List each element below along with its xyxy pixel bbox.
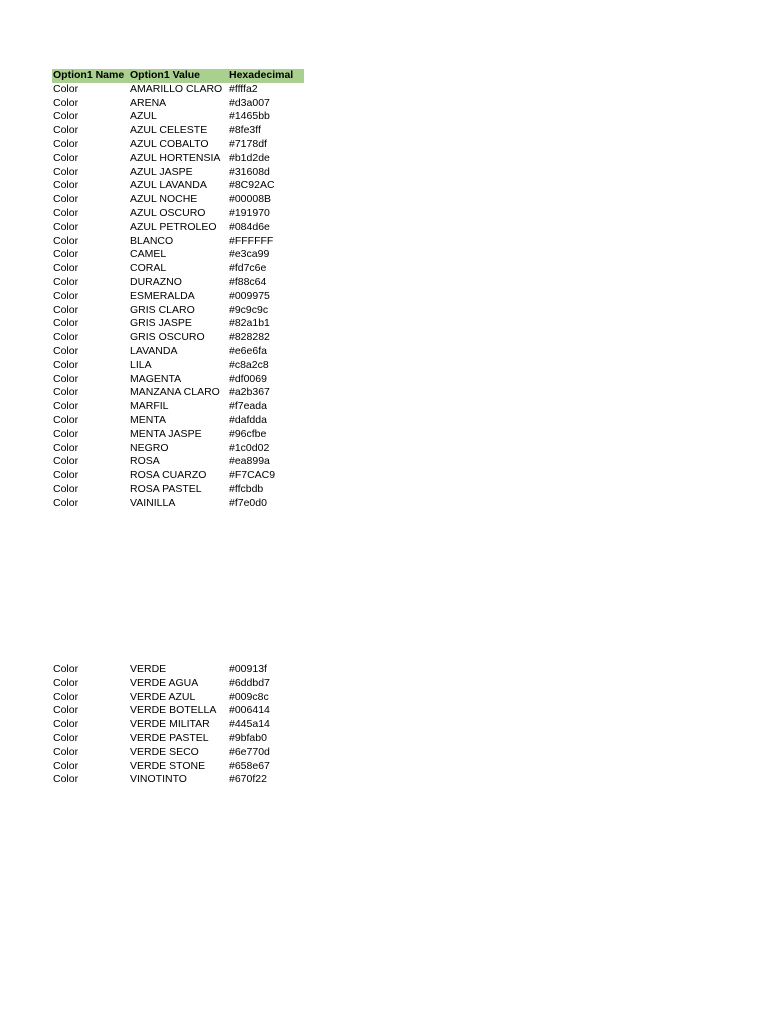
cell-option1-value: GRIS OSCURO (130, 331, 205, 344)
table-row (52, 235, 304, 249)
table-row (52, 345, 304, 359)
table-row (52, 691, 304, 705)
table-body-bottom (52, 663, 304, 787)
cell-option1-name: Color (53, 193, 79, 206)
cell-hexadecimal: #ffcbdb (229, 482, 264, 495)
cell-option1-value: VERDE AGUA (130, 676, 199, 689)
cell-option1-name: Color (53, 331, 79, 344)
cell-option1-value: AZUL NOCHE (130, 193, 198, 206)
cell-option1-value: LAVANDA (130, 344, 178, 357)
cell-option1-value: VINOTINTO (130, 773, 187, 786)
cell-hexadecimal: #31608d (229, 165, 270, 178)
cell-hexadecimal: #dafdda (229, 413, 267, 426)
table-row (52, 317, 304, 331)
table-body-top (52, 83, 304, 511)
cell-option1-value: AZUL (130, 110, 157, 123)
cell-option1-name: Color (53, 220, 79, 233)
table-row (52, 152, 304, 166)
cell-option1-name: Color (53, 455, 79, 468)
cell-option1-name: Color (53, 248, 79, 261)
cell-option1-name: Color (53, 731, 79, 744)
cell-hexadecimal: #e6e6fa (229, 344, 267, 357)
table-row (52, 442, 304, 456)
cell-option1-name: Color (53, 372, 79, 385)
cell-hexadecimal: #d3a007 (229, 96, 270, 109)
cell-option1-name: Color (53, 303, 79, 316)
cell-hexadecimal: #009c8c (229, 690, 269, 703)
cell-hexadecimal: #9bfab0 (229, 731, 267, 744)
cell-hexadecimal: #a2b367 (229, 386, 270, 399)
cell-option1-value: MENTA JASPE (130, 427, 202, 440)
cell-hexadecimal: #f7e0d0 (229, 496, 267, 509)
cell-option1-name: Color (53, 400, 79, 413)
cell-option1-name: Color (53, 179, 79, 192)
cell-option1-name: Color (53, 110, 79, 123)
color-table-top (52, 69, 304, 511)
table-row (52, 469, 304, 483)
cell-option1-name: Color (53, 469, 79, 482)
cell-option1-value: MARFIL (130, 400, 169, 413)
color-table-bottom (52, 663, 304, 787)
cell-option1-name: Color (53, 386, 79, 399)
table-row (52, 207, 304, 221)
cell-hexadecimal: #828282 (229, 331, 270, 344)
cell-option1-value: ROSA CUARZO (130, 469, 207, 482)
cell-option1-name: Color (53, 206, 79, 219)
table-row (52, 179, 304, 193)
cell-hexadecimal: #96cfbe (229, 427, 267, 440)
cell-option1-name: Color (53, 317, 79, 330)
table-row (52, 97, 304, 111)
cell-hexadecimal: #fd7c6e (229, 262, 267, 275)
table-header-row (52, 69, 304, 83)
table-row (52, 276, 304, 290)
cell-hexadecimal: #b1d2de (229, 151, 270, 164)
cell-option1-value: VERDE MILITAR (130, 718, 210, 731)
cell-option1-value: CORAL (130, 262, 167, 275)
table-row (52, 746, 304, 760)
cell-option1-value: VAINILLA (130, 496, 176, 509)
table-row (52, 304, 304, 318)
table-row (52, 124, 304, 138)
cell-option1-name: Color (53, 773, 79, 786)
cell-option1-value: VERDE PASTEL (130, 731, 209, 744)
cell-option1-name: Color (53, 275, 79, 288)
cell-hexadecimal: #6ddbd7 (229, 676, 270, 689)
cell-option1-name: Color (53, 676, 79, 689)
table-row (52, 718, 304, 732)
cell-option1-value: LILA (130, 358, 152, 371)
cell-hexadecimal: #191970 (229, 206, 270, 219)
table-row (52, 138, 304, 152)
table-row (52, 677, 304, 691)
cell-option1-name: Color (53, 96, 79, 109)
cell-option1-name: Color (53, 124, 79, 137)
table-row (52, 110, 304, 124)
table-row (52, 193, 304, 207)
cell-option1-name: Color (53, 718, 79, 731)
cell-option1-name: Color (53, 82, 79, 95)
cell-option1-value: VERDE STONE (130, 759, 206, 772)
table-row (52, 497, 304, 511)
cell-hexadecimal: #FFFFFF (229, 234, 274, 247)
cell-hexadecimal: #009975 (229, 289, 270, 302)
cell-option1-value: AZUL LAVANDA (130, 179, 207, 192)
cell-hexadecimal: #8fe3ff (229, 124, 261, 137)
cell-hexadecimal: #006414 (229, 704, 270, 717)
table-row (52, 455, 304, 469)
cell-option1-name: Color (53, 663, 79, 675)
table-row (52, 773, 304, 787)
table-row (52, 400, 304, 414)
table-row (52, 359, 304, 373)
table-row (52, 428, 304, 442)
cell-option1-name: Color (53, 165, 79, 178)
cell-option1-value: ESMERALDA (130, 289, 195, 302)
cell-hexadecimal: #445a14 (229, 718, 270, 731)
cell-hexadecimal: #670f22 (229, 773, 267, 786)
cell-hexadecimal: #658e67 (229, 759, 270, 772)
header-hexadecimal: Hexadecimal (229, 69, 294, 81)
cell-hexadecimal: #7178df (229, 137, 267, 150)
cell-option1-value: BLANCO (130, 234, 174, 247)
cell-option1-value: MANZANA CLARO (130, 386, 220, 399)
cell-hexadecimal: #1465bb (229, 110, 270, 123)
cell-option1-value: AZUL HORTENSIA (130, 151, 221, 164)
cell-option1-value: MENTA (130, 413, 166, 426)
table-row (52, 386, 304, 400)
header-option1-value: Option1 Value (130, 69, 201, 81)
cell-option1-value: VERDE AZUL (130, 690, 196, 703)
cell-hexadecimal: #f88c64 (229, 275, 267, 288)
cell-hexadecimal: #9c9c9c (229, 303, 269, 316)
cell-option1-name: Color (53, 344, 79, 357)
table-row (52, 262, 304, 276)
cell-option1-value: AZUL CELESTE (130, 124, 208, 137)
cell-option1-value: CAMEL (130, 248, 167, 261)
cell-option1-value: MAGENTA (130, 372, 182, 385)
table-row (52, 373, 304, 387)
cell-option1-value: GRIS CLARO (130, 303, 195, 316)
cell-option1-name: Color (53, 137, 79, 150)
cell-option1-name: Color (53, 427, 79, 440)
table-row (52, 414, 304, 428)
table-row (52, 760, 304, 774)
cell-option1-value: VERDE (130, 663, 167, 675)
cell-hexadecimal: #00913f (229, 663, 267, 675)
cell-option1-name: Color (53, 745, 79, 758)
cell-option1-value: AZUL PETROLEO (130, 220, 217, 233)
cell-option1-name: Color (53, 759, 79, 772)
cell-hexadecimal: #e3ca99 (229, 248, 270, 261)
cell-hexadecimal: #1c0d02 (229, 441, 270, 454)
table-row (52, 221, 304, 235)
cell-option1-name: Color (53, 151, 79, 164)
cell-hexadecimal: #f7eada (229, 400, 267, 413)
cell-option1-value: VERDE BOTELLA (130, 704, 217, 717)
cell-option1-value: AZUL OSCURO (130, 206, 206, 219)
cell-option1-value: AMARILLO CLARO (130, 82, 223, 95)
cell-option1-name: Color (53, 441, 79, 454)
cell-option1-value: ROSA PASTEL (130, 482, 202, 495)
table-row (52, 704, 304, 718)
cell-hexadecimal: #ea899a (229, 455, 270, 468)
table-row (52, 290, 304, 304)
header-option1-name: Option1 Name (53, 69, 125, 81)
cell-option1-value: ARENA (130, 96, 167, 109)
cell-option1-value: ROSA (130, 455, 160, 468)
cell-hexadecimal: #084d6e (229, 220, 270, 233)
cell-option1-name: Color (53, 289, 79, 302)
cell-hexadecimal: #df0069 (229, 372, 267, 385)
cell-option1-value: VERDE SECO (130, 745, 199, 758)
cell-hexadecimal: #6e770d (229, 745, 270, 758)
cell-hexadecimal: #82a1b1 (229, 317, 270, 330)
cell-hexadecimal: #c8a2c8 (229, 358, 269, 371)
table-row (52, 166, 304, 180)
cell-hexadecimal: #F7CAC9 (229, 469, 276, 482)
cell-hexadecimal: #00008B (229, 193, 272, 206)
cell-option1-name: Color (53, 482, 79, 495)
cell-option1-value: GRIS JASPE (130, 317, 192, 330)
cell-option1-name: Color (53, 690, 79, 703)
cell-option1-name: Color (53, 496, 79, 509)
table-row (52, 331, 304, 345)
cell-option1-name: Color (53, 358, 79, 371)
cell-option1-name: Color (53, 262, 79, 275)
cell-option1-value: AZUL JASPE (130, 165, 193, 178)
table-row (52, 663, 304, 677)
cell-hexadecimal: #8C92AC (229, 179, 275, 192)
cell-option1-name: Color (53, 704, 79, 717)
table-row (52, 83, 304, 97)
table-row (52, 483, 304, 497)
cell-option1-name: Color (53, 413, 79, 426)
cell-option1-value: DURAZNO (130, 275, 182, 288)
table-row (52, 732, 304, 746)
cell-option1-name: Color (53, 234, 79, 247)
cell-option1-value: NEGRO (130, 441, 169, 454)
table-row (52, 248, 304, 262)
cell-option1-value: AZUL COBALTO (130, 137, 209, 150)
cell-hexadecimal: #ffffa2 (229, 82, 258, 95)
